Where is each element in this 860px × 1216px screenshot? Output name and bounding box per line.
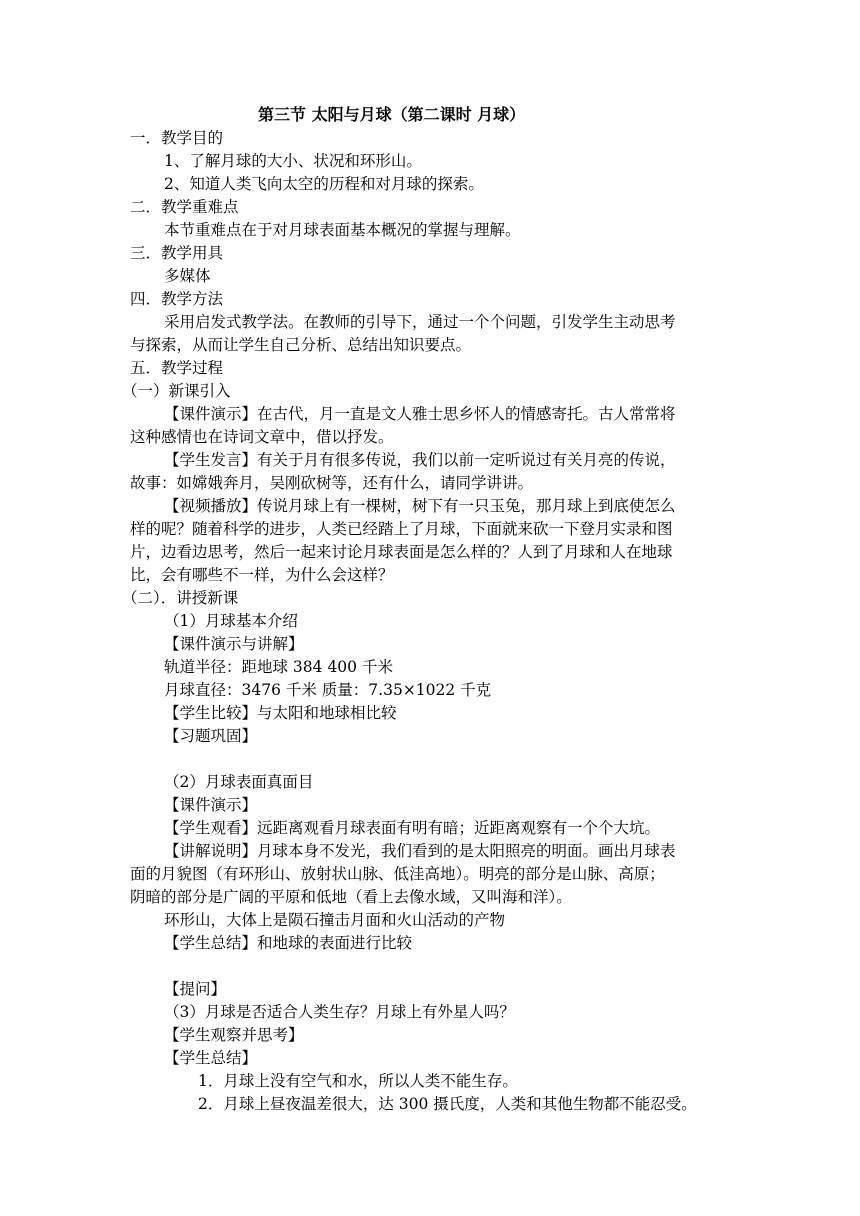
paragraph-line: 【学生发言】有关于月有很多传说，我们以前一定听说过有关月亮的传说， [164, 451, 676, 469]
section-heading-2: 二．教学重难点 [130, 198, 239, 216]
paragraph-line: 片，边看边思考，然后一起来讨论月球表面是怎么样的？人到了月球和人在地球 [130, 543, 673, 561]
bracket-label: 【学生观察并思考】 [164, 1026, 304, 1044]
section-heading-3: 三．教学用具 [130, 244, 224, 262]
summary-item-1: 1．月球上没有空气和水，所以人类不能生存。 [198, 1072, 518, 1090]
page-title: 第三节 太阳与月球（第二课时 月球） [258, 105, 526, 124]
paragraph-line: 样的呢？随着科学的进步，人类已经踏上了月球，下面就来砍一下登月实录和图 [130, 520, 673, 538]
diameter-mass-text: 月球直径：3476 千米 质量：7.35×1022 千克 [164, 681, 492, 699]
bracket-label: 【课件演示与讲解】 [164, 635, 304, 653]
topic-heading-2: （2）月球表面真面目 [164, 773, 314, 791]
objective-2: 2、知道人类飞向太空的历程和对月球的探索。 [164, 175, 484, 193]
topic-heading-1: （1）月球基本介绍 [164, 612, 298, 630]
summary-item-2: 2．月球上昼夜温差很大，达 300 摄氏度，人类和其他生物都不能忍受。 [198, 1095, 697, 1113]
key-points-text: 本节重难点在于对月球表面基本概况的掌握与理解。 [164, 221, 521, 239]
section-heading-4: 四．教学方法 [130, 290, 224, 308]
paragraph-line: 【讲解说明】月球本身不发光，我们看到的是太阳照亮的明面。画出月球表 [164, 842, 676, 860]
paragraph-line: 【视频播放】传说月球上有一棵树，树下有一只玉兔，那月球上到底使怎么 [164, 497, 676, 515]
objective-1: 1、了解月球的大小、状况和环形山。 [164, 152, 422, 170]
method-text-line-2: 与探索，从而让学生自己分析、总结出知识要点。 [130, 336, 472, 354]
bracket-label: 【学生总结】 [164, 1049, 258, 1067]
exercise-label: 【习题巩固】 [164, 727, 258, 745]
orbit-radius-text: 轨道半径：距地球 384 400 千米 [164, 658, 393, 676]
paragraph-line: 面的月貌图（有环形山、放射状山脉、低洼高地）。明亮的部分是山脉、高原； [130, 865, 665, 883]
subsection-heading-1: （一）新课引入 [122, 382, 231, 400]
paragraph-line: 故事：如嫦娥奔月，吴刚砍树等，还有什么，请同学讲讲。 [130, 474, 534, 492]
paragraph-line: 比，会有哪些不一样，为什么会这样？ [130, 566, 394, 584]
method-text-line-1: 采用启发式教学法。在教师的引导下，通过一个个问题，引发学生主动思考 [164, 313, 676, 331]
comparison-text: 【学生比较】与太阳和地球相比较 [164, 704, 397, 722]
paragraph-line: 【课件演示】在古代，月一直是文人雅士思乡怀人的情感寄托。古人常常将 [164, 405, 676, 423]
paragraph-line: 这种感情也在诗词文章中，借以抒发。 [130, 428, 394, 446]
section-heading-5: 五．教学过程 [130, 359, 224, 377]
tools-text: 多媒体 [164, 267, 211, 285]
subsection-heading-2: （二）．讲授新课 [122, 589, 239, 607]
paragraph-line: 阴暗的部分是广阔的平原和低地（看上去像水域，又叫海和洋）。 [130, 888, 572, 906]
paragraph-line: 【学生总结】和地球的表面进行比较 [164, 934, 413, 952]
paragraph-line: 环形山，大体上是陨石撞击月面和火山活动的产物 [164, 911, 506, 929]
question-label: 【提问】 [164, 980, 227, 998]
section-heading-1: 一．教学目的 [130, 129, 224, 147]
topic-heading-3: （3）月球是否适合人类生存？月球上有外星人吗？ [164, 1003, 515, 1021]
paragraph-line: 【学生观看】远距离观看月球表面有明有暗；近距离观察有一个个大坑。 [164, 819, 661, 837]
bracket-label: 【课件演示】 [164, 796, 258, 814]
